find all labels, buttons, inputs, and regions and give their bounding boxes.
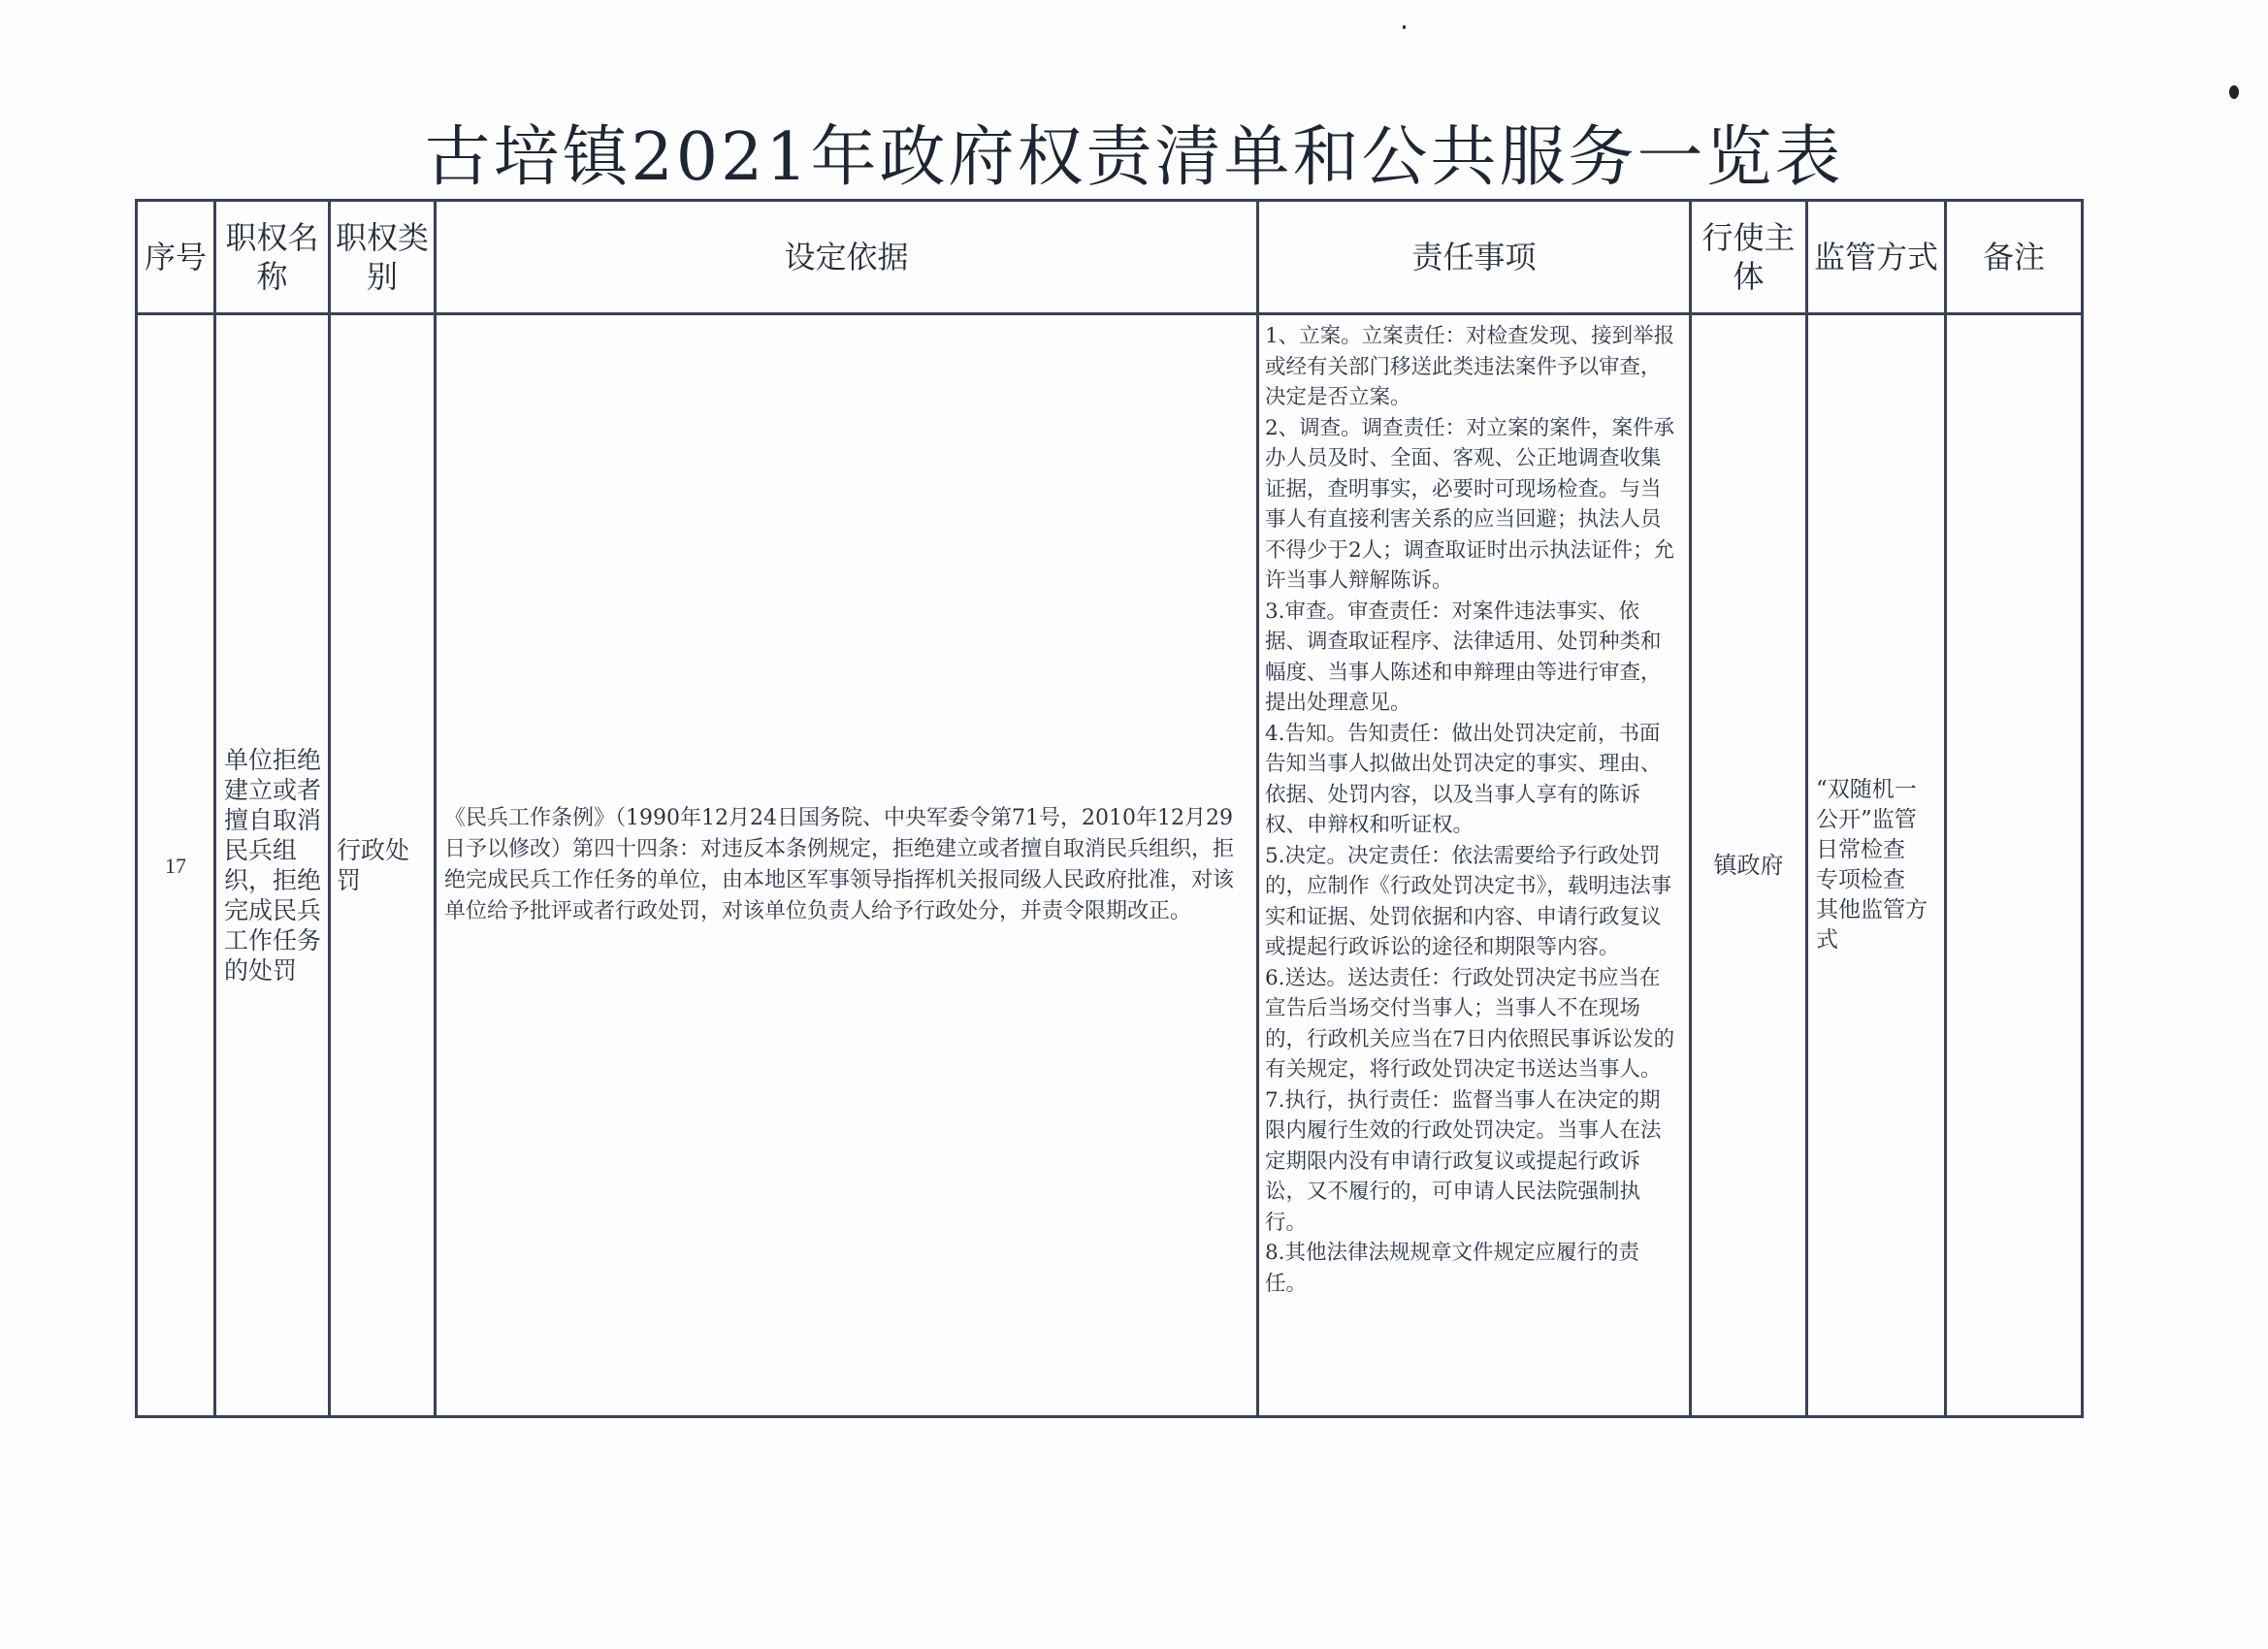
row-supervision <box>1807 314 1946 1417</box>
header-basis: 设定依据 <box>436 201 1258 314</box>
header-supervision: 监管方式 <box>1807 201 1946 314</box>
row-exercising-subject: 镇政府 <box>1691 314 1807 1417</box>
duty-item: 7.执行，执行责任：监督当事人在决定的期限内履行生效的行政处罚决定。当事人在法定期限内没有申请行政复议或提起行政诉讼，又不履行的，可申请人民法院强制执行。 <box>1265 1087 1662 1235</box>
supervision-item: 专项检查 <box>1816 867 1905 892</box>
duty-item: 1、立案。立案责任：对检查发现、接到举报或经有关部门移送此类违法案件予以审查，决定是否立案。 <box>1265 324 1675 409</box>
header-type: 职权类别 <box>330 201 436 314</box>
header-duties: 责任事项 <box>1258 201 1691 314</box>
table-header-row <box>137 201 2083 314</box>
row-power-name: 单位拒绝建立或者擅自取消民兵组织，拒绝完成民兵工作任务的处罚 <box>215 314 330 1417</box>
supervision-item: 日常检查 <box>1816 837 1905 862</box>
duty-item: 4.告知。告知责任：做出处罚决定前，书面告知当事人拟做出处罚决定的事实、理由、依据、处罚内容，以及当事人享有的陈诉权、申辩权和听证权。 <box>1265 721 1662 837</box>
table-row <box>137 314 2083 1417</box>
row-legal-basis: 《民兵工作条例》（1990年12月24日国务院、中央军委令第71号，2010年12月29日予以修改）第四十四条：对违反本条例规定，拒绝建立或者擅自取消民兵组织，拒绝完成民兵工作任务的单位，由本地区军事领导指挥机关报同级人民政府批准，对该单位给予批评或者行政处罚，对该单位负责人给予行政处分，并责令限期改正。 <box>436 314 1258 1417</box>
row-power-type: 行政处罚 <box>330 314 436 1417</box>
row-remarks <box>1946 314 2083 1417</box>
header-name: 职权名称 <box>215 201 330 314</box>
scan-speck <box>2229 85 2239 99</box>
responsibility-table <box>135 199 2084 1418</box>
duty-item: 3.审查。审查责任：对案件违法事实、依据、调查取证程序、法律适用、处罚种类和幅度、当事人陈述和申辩理由等进行审查，提出处理意见。 <box>1265 598 1662 715</box>
row-index: 17 <box>137 314 215 1417</box>
supervision-item: “双随机一公开”监管 <box>1816 777 1917 832</box>
duty-item: 6.送达。送达责任：行政处罚决定书应当在宣告后当场交付当事人；当事人不在现场的，行政机关应当在7日内依照民事诉讼发的有关规定，将行政处罚决定书送达当事人。 <box>1265 965 1675 1082</box>
scan-speck <box>1403 25 1406 29</box>
header-subject: 行使主体 <box>1691 201 1807 314</box>
duty-item: 8.其他法律法规规章文件规定应履行的责任。 <box>1265 1241 1640 1296</box>
row-duties <box>1258 314 1691 1417</box>
duty-item: 2、调查。调查责任：对立案的案件，案件承办人员及时、全面、客观、公正地调查收集证据，查明事实，必要时可现场检查。与当事人有直接利害关系的应当回避；执法人员不得少于2人；调查取证时出示执法证件；允许当事人辩解陈诉。 <box>1265 415 1675 593</box>
supervision-item: 其他监管方式 <box>1816 897 1928 953</box>
duty-item: 5.决定。决定责任：依法需要给予行政处罚的，应制作《行政处罚决定书》，载明违法事实和证据、处罚依据和内容、申请行政复议或提起行政诉讼的途径和期限等内容。 <box>1265 843 1672 959</box>
document-title: 古培镇2021年政府权责清单和公共服务一览表 <box>424 119 1844 196</box>
header-remarks: 备注 <box>1946 201 2083 314</box>
header-index: 序号 <box>137 201 215 314</box>
